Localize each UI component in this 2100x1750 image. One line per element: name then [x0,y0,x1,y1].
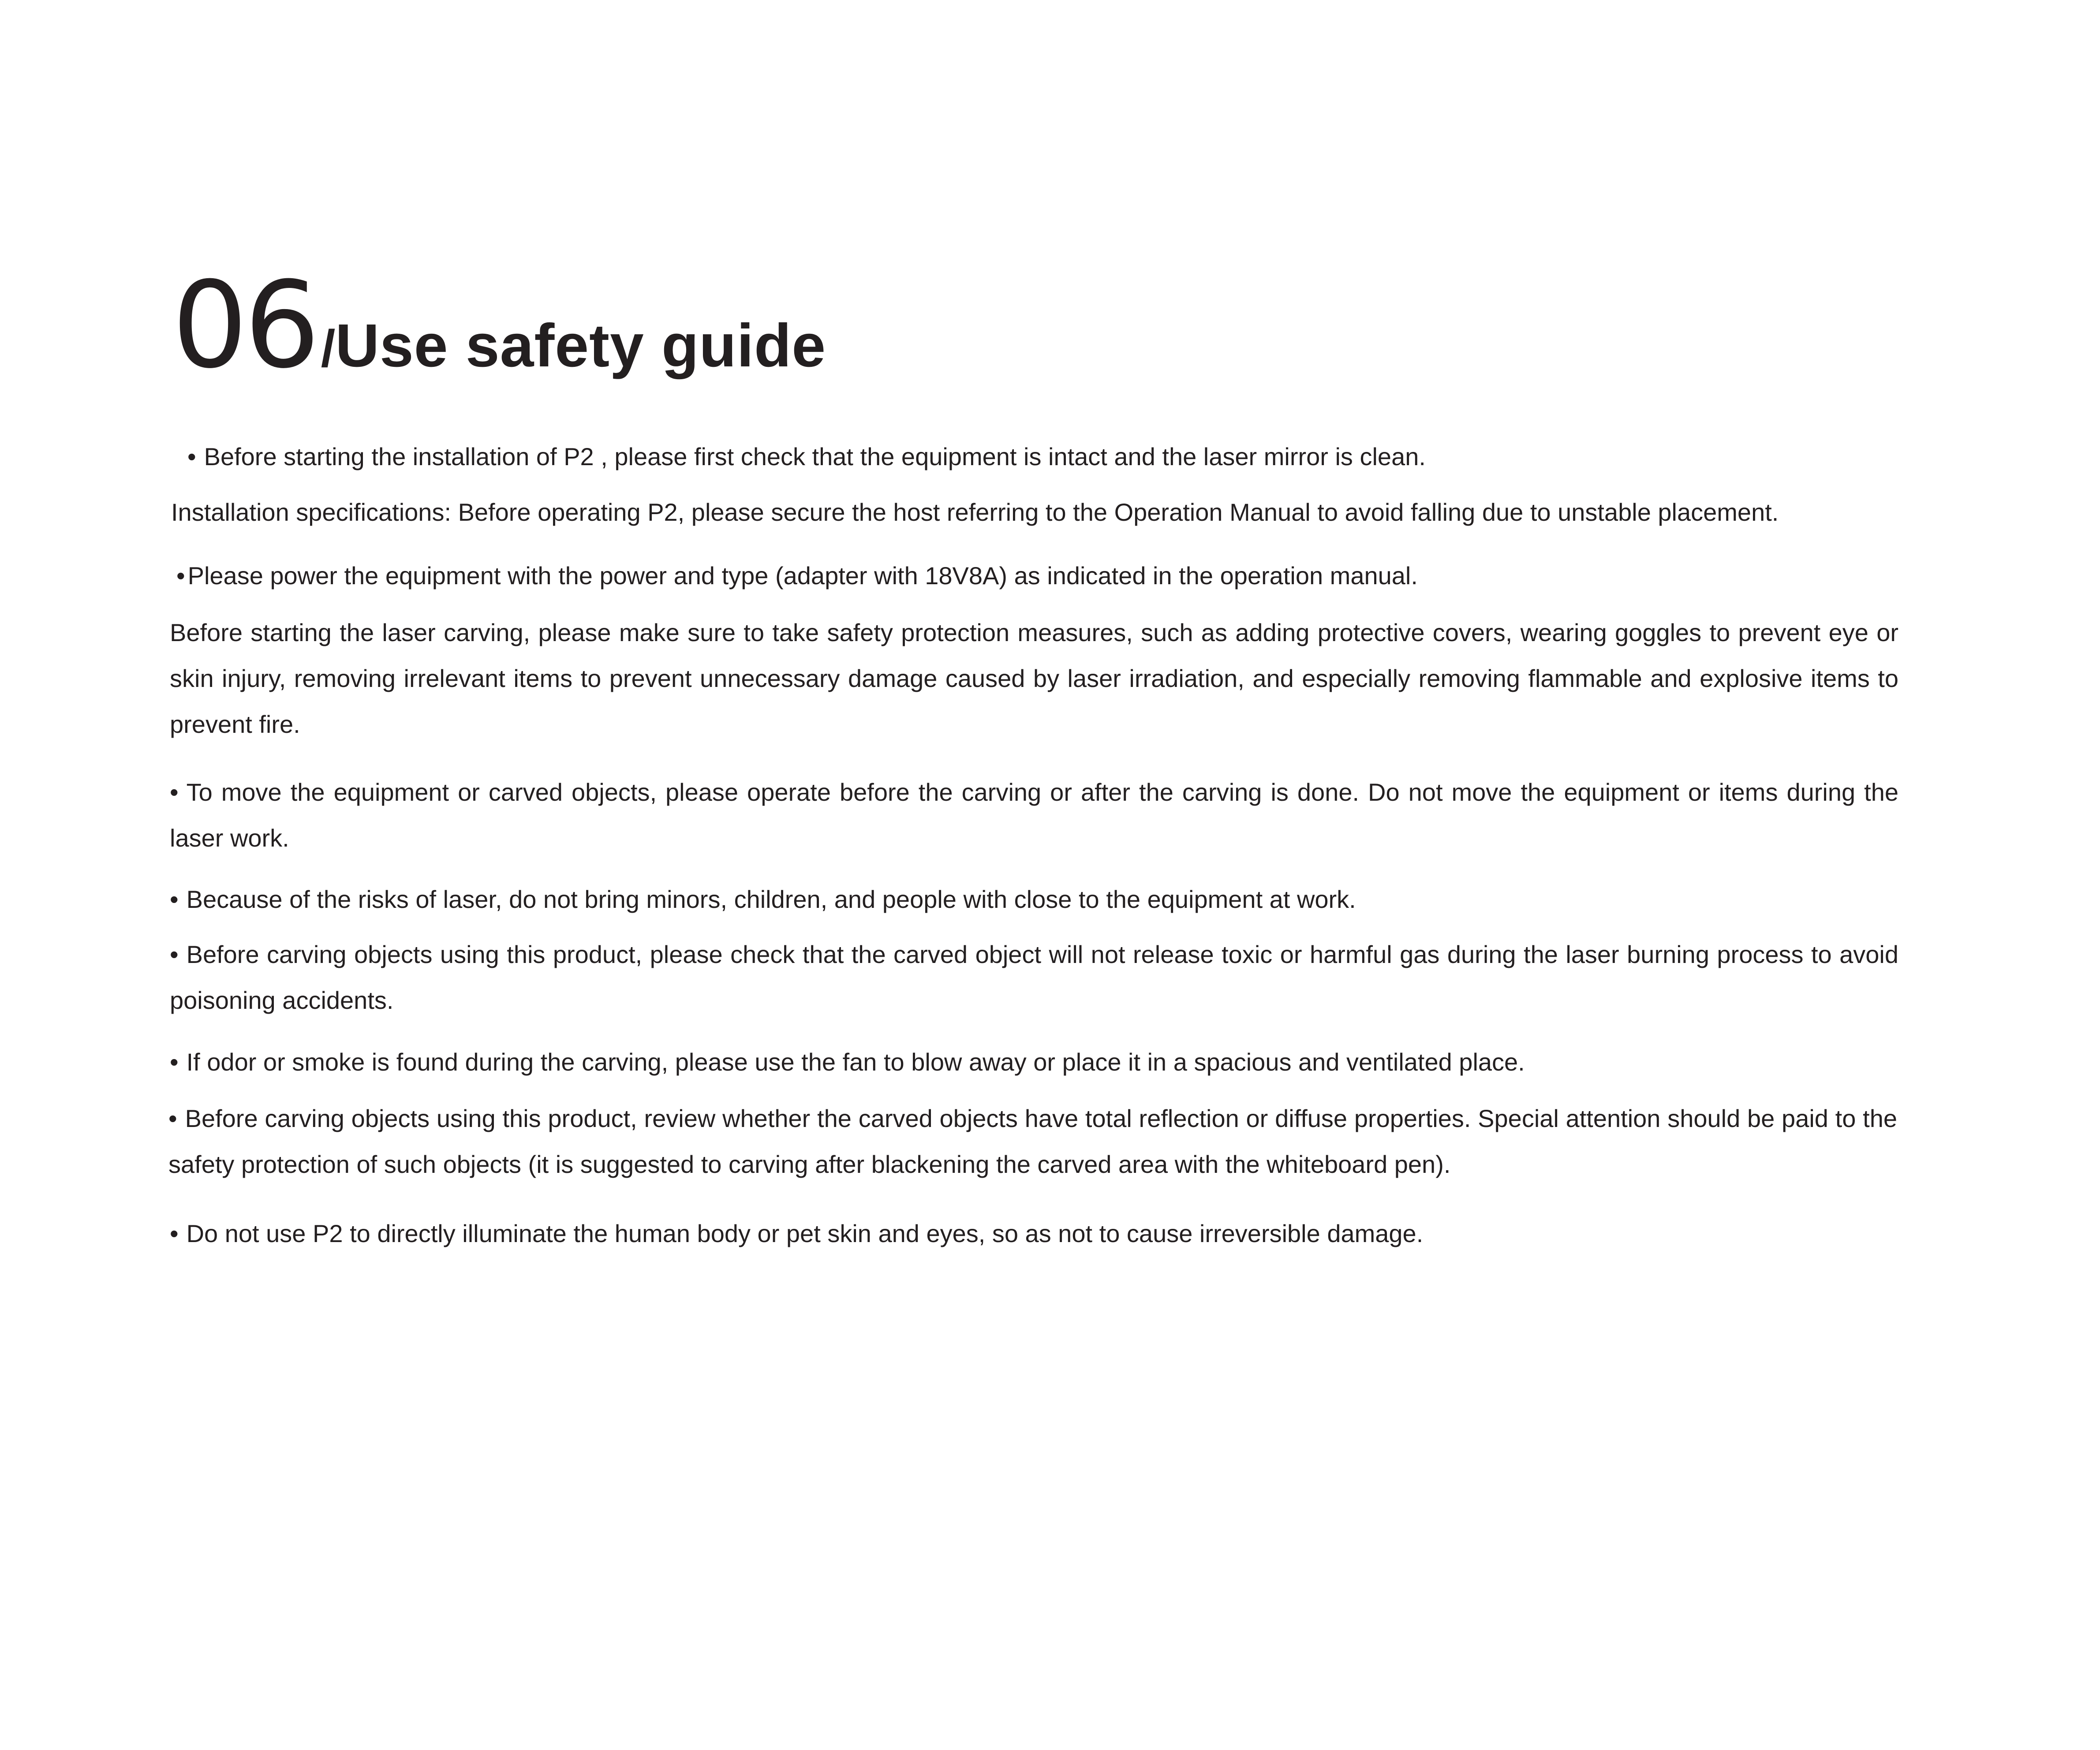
safety-item-text: Please power the equipment with the power and type (adapter with 18V8A) as indicated in the operation manual. [187,562,1418,590]
safety-item [170,877,1356,922]
section-separator: / [321,320,336,378]
safety-item-text: Before starting the installation of P2 , please first check that the equipment is intact and the laser mirror is clean. [204,443,1426,470]
safety-item-text: Installation specifications: Before operating P2, please secure the host referring to the Operation Manual to avoid falling due to unstable placement. [171,498,1779,526]
bullet-icon: • [170,885,179,913]
section-number: 06 [172,256,317,395]
safety-item-text: Do not use P2 to directly illuminate the human body or pet skin and eyes, so as not to cause irreversible damage. [186,1220,1424,1247]
safety-item [176,553,1418,599]
safety-item [170,610,1898,747]
safety-item [170,1211,1423,1257]
bullet-icon: • [170,1220,179,1247]
bullet-icon: • [176,562,185,590]
bullet-icon: • [170,778,179,806]
safety-item-text: If odor or smoke is found during the carving, please use the fan to blow away or place it in a spacious and ventilated place. [186,1048,1525,1076]
safety-item [170,1039,1525,1085]
bullet-icon: • [187,443,196,470]
section-title: Use safety guide [335,312,826,380]
section-heading [172,256,826,395]
safety-item-text: Before carving objects using this product, please check that the carved object will not release toxic or harmful gas during the laser burning process to avoid poisoning accidents. [170,940,1898,1014]
safety-item [187,434,1426,480]
safety-item-text: Because of the risks of laser, do not bring minors, children, and people with close to the equipment at work. [186,885,1356,913]
bullet-icon: • [168,1104,177,1132]
safety-item-text: Before carving objects using this product, review whether the carved objects have total reflection or diffuse properties. Special attention should be paid to the safety protection of such objects (it is suggested to carving after blackening the carved area with the whiteboard pen). [168,1104,1897,1178]
safety-item [170,769,1898,861]
bullet-icon: • [170,940,179,968]
safety-item-text: To move the equipment or carved objects, please operate before the carving or after the carving is done. Do not move the equipment or items during the laser work. [170,778,1898,852]
safety-item-text: Before starting the laser carving, please make sure to take safety protection measures, such as adding protective covers, wearing goggles to prevent eye or skin injury, removing irrelevant items to prevent unnecessary damage caused by laser irradiation, and especially removing flammable and explosive items to prevent fire. [170,619,1898,738]
safety-item [170,932,1898,1023]
safety-item [171,489,1779,535]
bullet-icon: • [170,1048,179,1076]
safety-item [168,1096,1897,1187]
